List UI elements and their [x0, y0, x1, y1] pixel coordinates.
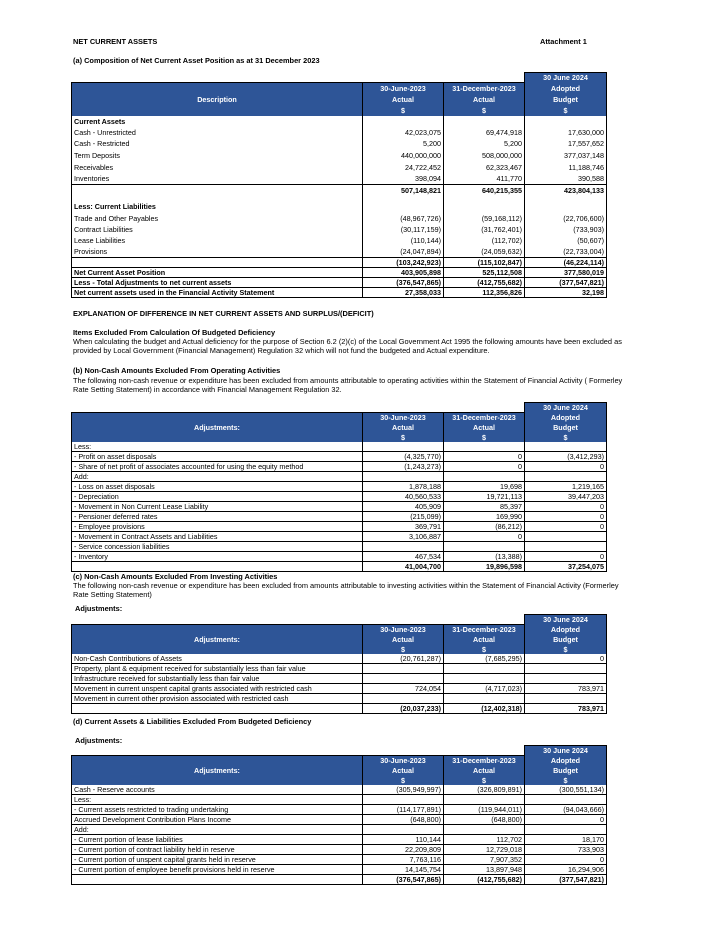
- section-c-title: (c) Non-Cash Amounts Excluded From Investing Activities: [73, 572, 278, 581]
- row-value-c3: (31,762,401): [444, 224, 525, 235]
- row-value-c2: [363, 542, 444, 552]
- row-value-c3: [444, 472, 525, 482]
- investing-adjustment-row: [72, 694, 607, 704]
- b-col-header-c2-line1: 30-June-2023: [363, 412, 444, 422]
- c-col-header-c3-unit: $: [444, 644, 525, 654]
- row-value-c4: 39,447,203: [525, 492, 607, 502]
- row-label: - Current assets restricted to trading undertaking: [72, 805, 363, 815]
- row-value-c2: (4,325,770): [363, 452, 444, 462]
- row-value-c2: 440,000,000: [363, 150, 444, 162]
- row-value-c4: 0: [525, 815, 607, 825]
- current-asset-row: [72, 150, 607, 162]
- row-value-c3: (24,059,632): [444, 246, 525, 257]
- row-value-c2: 27,358,033: [363, 288, 444, 298]
- row-value-c4: [525, 542, 607, 552]
- b-total-c4: 37,254,075: [525, 562, 607, 572]
- row-label: Cash - Unrestricted: [72, 127, 363, 139]
- col-header-c2-line1: 30-June-2023: [363, 83, 444, 94]
- b-col-header-c4-line1: Adopted: [525, 412, 607, 422]
- row-label: - Current portion of employee benefit provisions held in reserve: [72, 865, 363, 875]
- row-value-c2: 1,878,188: [363, 482, 444, 492]
- b-col-header-c3-line2: Actual: [444, 422, 525, 432]
- summary-row: [72, 288, 607, 298]
- row-value-c2: 22,209,809: [363, 845, 444, 855]
- row-value-c2: 14,145,754: [363, 865, 444, 875]
- row-value-c3: 19,698: [444, 482, 525, 492]
- row-value-c3: (326,809,891): [444, 785, 525, 795]
- row-value-c4: (300,551,134): [525, 785, 607, 795]
- b-total-c2: 41,004,700: [363, 562, 444, 572]
- d-total-c4: (377,547,821): [525, 875, 607, 885]
- row-label: - Movement in Contract Assets and Liabilities: [72, 532, 363, 542]
- section-c-adjustments-label: Adjustments:: [75, 604, 123, 613]
- row-value-c3: 62,323,467: [444, 161, 525, 173]
- row-value-c4: [525, 674, 607, 684]
- d-col-header-c3-line1: 31-December-2023: [444, 755, 525, 765]
- row-label: Provisions: [72, 246, 363, 257]
- row-value-c4: [525, 795, 607, 805]
- section-d-adjustments-label: Adjustments:: [75, 736, 123, 745]
- b-col-header-c3-unit: $: [444, 432, 525, 442]
- row-value-c4: 18,170: [525, 835, 607, 845]
- b-col-header-c3-line1: 31-December-2023: [444, 412, 525, 422]
- row-value-c4: (22,706,600): [525, 212, 607, 223]
- row-value-c2: (24,047,894): [363, 246, 444, 257]
- col-header-c4-line1: Adopted: [525, 83, 607, 94]
- row-value-c4: 0: [525, 552, 607, 562]
- operating-adjustments-table: [71, 402, 607, 572]
- row-label: - Movement in Non Current Lease Liability: [72, 502, 363, 512]
- row-value-c4: 0: [525, 512, 607, 522]
- row-label: - Current portion of unspent capital grants held in reserve: [72, 855, 363, 865]
- row-value-c3: (7,685,295): [444, 654, 525, 664]
- row-value-c4: [525, 664, 607, 674]
- row-value-c2: 403,905,898: [363, 267, 444, 277]
- row-value-c2: [363, 664, 444, 674]
- b-col-header-description: Adjustments:: [72, 422, 363, 432]
- row-value-c3: (13,388): [444, 552, 525, 562]
- row-value-c3: 19,721,113: [444, 492, 525, 502]
- c-col-header-description: Adjustments:: [72, 634, 363, 644]
- row-value-c4: 733,903: [525, 845, 607, 855]
- row-value-c3: 0: [444, 462, 525, 472]
- row-value-c2: (1,243,273): [363, 462, 444, 472]
- row-value-c3: 5,200: [444, 138, 525, 150]
- page-title: NET CURRENT ASSETS: [73, 37, 158, 46]
- row-value-c4: (94,043,666): [525, 805, 607, 815]
- current-assets-total-c3: 640,215,355: [444, 184, 525, 195]
- row-label: Add:: [72, 825, 363, 835]
- row-label: Less:: [72, 442, 363, 452]
- row-value-c3: 169,990: [444, 512, 525, 522]
- col-header-description: Description: [72, 94, 363, 105]
- row-value-c2: (20,761,287): [363, 654, 444, 664]
- row-value-c2: (48,967,726): [363, 212, 444, 223]
- col-header-c3-line2: Actual: [444, 94, 525, 105]
- row-value-c2: 467,534: [363, 552, 444, 562]
- row-label: Add:: [72, 472, 363, 482]
- row-label: - Pensioner deferred rates: [72, 512, 363, 522]
- row-value-c4: 0: [525, 855, 607, 865]
- row-value-c3: (412,755,682): [444, 277, 525, 287]
- row-value-c4: 17,630,000: [525, 127, 607, 139]
- row-value-c3: [444, 542, 525, 552]
- explanation-title: EXPLANATION OF DIFFERENCE IN NET CURRENT ASSETS AND SURPLUS/(DEFICIT): [73, 309, 374, 318]
- summary-row: [72, 267, 607, 277]
- current-asset-row: [72, 173, 607, 185]
- operating-adjustment-row: [72, 512, 607, 522]
- row-label: Infrastructure received for substantially less than fair value: [72, 674, 363, 684]
- items-excluded-title: Items Excluded From Calculation Of Budgeted Deficiency: [73, 328, 276, 337]
- c-col-header-c2-unit: $: [363, 644, 444, 654]
- liability-row: [72, 224, 607, 235]
- row-value-c2: 7,763,116: [363, 855, 444, 865]
- b-total-c3: 19,896,598: [444, 562, 525, 572]
- col-header-c3-unit: $: [444, 105, 525, 116]
- row-value-c4: 0: [525, 462, 607, 472]
- row-value-c4: [525, 694, 607, 704]
- c-col-header-budget-year: 30 June 2024: [525, 615, 607, 625]
- row-value-c3: 508,000,000: [444, 150, 525, 162]
- row-label: Contract Liabilities: [72, 224, 363, 235]
- row-label: Trade and Other Payables: [72, 212, 363, 223]
- col-header-budget-year: 30 June 2024: [525, 73, 607, 83]
- row-value-c3: [444, 674, 525, 684]
- row-value-c4: (733,903): [525, 224, 607, 235]
- b-col-header-c4-line2: Budget: [525, 422, 607, 432]
- c-col-header-c4-line1: Adopted: [525, 624, 607, 634]
- row-value-c2: (305,949,997): [363, 785, 444, 795]
- excluded-assets-liabilities-table: [71, 745, 607, 885]
- row-value-c4: [525, 532, 607, 542]
- row-value-c4: [525, 472, 607, 482]
- excluded-item-row: [72, 785, 607, 795]
- row-value-c3: [444, 694, 525, 704]
- operating-adjustment-row: [72, 502, 607, 512]
- row-label: Term Deposits: [72, 150, 363, 162]
- excluded-item-row: [72, 855, 607, 865]
- row-value-c3: 411,770: [444, 173, 525, 185]
- row-value-c2: 369,791: [363, 522, 444, 532]
- investing-adjustment-row: [72, 664, 607, 674]
- row-value-c2: [363, 442, 444, 452]
- row-value-c4: 16,294,906: [525, 865, 607, 875]
- c-col-header-c3-line2: Actual: [444, 634, 525, 644]
- d-col-header-c4-line1: Adopted: [525, 755, 607, 765]
- row-label: Accrued Development Contribution Plans Income: [72, 815, 363, 825]
- row-value-c4: (50,607): [525, 235, 607, 246]
- row-value-c3: (4,717,023): [444, 684, 525, 694]
- row-label: Less - Total Adjustments to net current assets: [72, 277, 363, 287]
- row-value-c3: 0: [444, 532, 525, 542]
- row-value-c2: (110,144): [363, 235, 444, 246]
- summary-row: [72, 277, 607, 287]
- investing-adjustment-row: [72, 654, 607, 664]
- row-value-c3: [444, 442, 525, 452]
- row-value-c3: (119,944,011): [444, 805, 525, 815]
- current-assets-heading: Current Assets: [72, 116, 363, 127]
- operating-adjustment-row: [72, 552, 607, 562]
- row-value-c3: (648,800): [444, 815, 525, 825]
- liability-row: [72, 212, 607, 223]
- attachment-label: Attachment 1: [540, 37, 587, 46]
- excluded-item-row: [72, 845, 607, 855]
- row-label: Lease Liabilities: [72, 235, 363, 246]
- items-excluded-text: When calculating the budget and Actual deficiency for the purpose of Section 6.2 (2)(c) of the Local Government Act 1995 the following amounts have been excluded as provided by Local Government (Financial Management) Regulation 32 which will not fund the budgeted and Actual expenditure.: [73, 337, 622, 356]
- row-value-c4: 11,188,746: [525, 161, 607, 173]
- row-value-c4: (3,412,293): [525, 452, 607, 462]
- row-value-c4: [525, 442, 607, 452]
- row-value-c3: 7,907,352: [444, 855, 525, 865]
- c-col-header-c2-line2: Actual: [363, 634, 444, 644]
- col-header-c2-unit: $: [363, 105, 444, 116]
- row-label: Net current assets used in the Financial Activity Statement: [72, 288, 363, 298]
- row-label: - Current portion of lease liabilities: [72, 835, 363, 845]
- row-value-c2: 3,106,887: [363, 532, 444, 542]
- b-col-header-c2-line2: Actual: [363, 422, 444, 432]
- d-total-c2: (376,547,865): [363, 875, 444, 885]
- operating-adjustment-row: [72, 492, 607, 502]
- current-asset-row: [72, 161, 607, 173]
- row-label: - Service concession liabilities: [72, 542, 363, 552]
- net-current-asset-table: [71, 72, 607, 298]
- operating-adjustment-row: [72, 522, 607, 532]
- section-a-title: (a) Composition of Net Current Asset Position as at 31 December 2023: [73, 56, 320, 65]
- row-label: Movement in current other provision associated with restricted cash: [72, 694, 363, 704]
- row-value-c2: (114,177,891): [363, 805, 444, 815]
- b-col-header-c4-unit: $: [525, 432, 607, 442]
- b-col-header-c2-unit: $: [363, 432, 444, 442]
- row-value-c4: (377,547,821): [525, 277, 607, 287]
- liabilities-total-c2: (103,242,923): [363, 257, 444, 267]
- row-value-c4: 0: [525, 654, 607, 664]
- excluded-item-row: [72, 825, 607, 835]
- operating-adjustment-row: [72, 532, 607, 542]
- row-value-c4: [525, 825, 607, 835]
- row-value-c4: (22,733,004): [525, 246, 607, 257]
- d-col-header-c4-line2: Budget: [525, 765, 607, 775]
- excluded-item-row: [72, 865, 607, 875]
- liabilities-total-c3: (115,102,847): [444, 257, 525, 267]
- row-value-c3: [444, 664, 525, 674]
- c-total-c4: 783,971: [525, 704, 607, 714]
- row-value-c3: 69,474,918: [444, 127, 525, 139]
- current-assets-total-c2: 507,148,821: [363, 184, 444, 195]
- c-total-c2: (20,037,233): [363, 704, 444, 714]
- d-col-header-c2-unit: $: [363, 775, 444, 785]
- section-b-title: (b) Non-Cash Amounts Excluded From Operating Activities: [73, 366, 281, 375]
- row-label: Less:: [72, 795, 363, 805]
- row-label: - Share of net profit of associates accounted for using the equity method: [72, 462, 363, 472]
- row-value-c2: 110,144: [363, 835, 444, 845]
- row-label: Inventories: [72, 173, 363, 185]
- liability-row: [72, 246, 607, 257]
- excluded-item-row: [72, 815, 607, 825]
- liabilities-heading: Less: Current Liabilities: [72, 201, 363, 212]
- current-asset-row: [72, 138, 607, 150]
- d-col-header-c3-line2: Actual: [444, 765, 525, 775]
- row-value-c4: 32,198: [525, 288, 607, 298]
- row-value-c4: 0: [525, 502, 607, 512]
- row-value-c3: 525,112,508: [444, 267, 525, 277]
- row-value-c3: (86,212): [444, 522, 525, 532]
- investing-adjustment-row: [72, 684, 607, 694]
- excluded-item-row: [72, 835, 607, 845]
- operating-adjustment-row: [72, 482, 607, 492]
- row-label: Cash - Restricted: [72, 138, 363, 150]
- operating-adjustment-row: [72, 442, 607, 452]
- row-value-c4: 0: [525, 522, 607, 532]
- c-total-c3: (12,402,318): [444, 704, 525, 714]
- row-value-c3: 12,729,018: [444, 845, 525, 855]
- row-value-c2: [363, 674, 444, 684]
- section-b-text: The following non-cash revenue or expenditure has been excluded from amounts attributable to operating activities within the Statement of Financial Activity ( Formerley Rate Setting Statement) in accordance with Financial Management Regulation 32.: [73, 376, 623, 395]
- section-c-text: The following non-cash revenue or expenditure has been excluded from amounts attributable to investing activities within the Statement of Financial Activity (Formerley Rate Setting Statement): [73, 581, 619, 600]
- row-value-c2: [363, 795, 444, 805]
- current-asset-row: [72, 127, 607, 139]
- c-col-header-c4-line2: Budget: [525, 634, 607, 644]
- row-value-c3: (112,702): [444, 235, 525, 246]
- row-value-c2: [363, 825, 444, 835]
- row-value-c4: 1,219,165: [525, 482, 607, 492]
- row-label: - Loss on asset disposals: [72, 482, 363, 492]
- operating-adjustment-row: [72, 462, 607, 472]
- col-header-c3-line1: 31-December-2023: [444, 83, 525, 94]
- row-value-c3: [444, 795, 525, 805]
- operating-adjustment-row: [72, 452, 607, 462]
- row-value-c3: 0: [444, 452, 525, 462]
- investing-adjustments-table: [71, 614, 607, 714]
- row-value-c4: 783,971: [525, 684, 607, 694]
- b-col-header-budget-year: 30 June 2024: [525, 403, 607, 413]
- row-value-c3: [444, 825, 525, 835]
- row-label: Non-Cash Contributions of Assets: [72, 654, 363, 664]
- row-value-c3: 112,356,826: [444, 288, 525, 298]
- row-value-c2: 40,560,533: [363, 492, 444, 502]
- row-value-c2: [363, 472, 444, 482]
- c-col-header-c4-unit: $: [525, 644, 607, 654]
- d-col-header-budget-year: 30 June 2024: [525, 746, 607, 756]
- row-value-c4: 377,037,148: [525, 150, 607, 162]
- d-col-header-c2-line2: Actual: [363, 765, 444, 775]
- d-col-header-description: Adjustments:: [72, 765, 363, 775]
- row-label: Movement in current unspent capital grants associated with restricted cash: [72, 684, 363, 694]
- row-value-c2: 5,200: [363, 138, 444, 150]
- row-value-c2: (215,099): [363, 512, 444, 522]
- operating-adjustment-row: [72, 472, 607, 482]
- current-assets-total-c4: 423,804,133: [525, 184, 607, 195]
- row-value-c2: (376,547,865): [363, 277, 444, 287]
- row-label: Net Current Asset Position: [72, 267, 363, 277]
- d-col-header-c2-line1: 30-June-2023: [363, 755, 444, 765]
- row-label: - Depreciation: [72, 492, 363, 502]
- col-header-c4-line2: Budget: [525, 94, 607, 105]
- col-header-c2-line2: Actual: [363, 94, 444, 105]
- row-value-c4: 390,588: [525, 173, 607, 185]
- row-value-c2: (648,800): [363, 815, 444, 825]
- row-label: - Current portion of contract liability held in reserve: [72, 845, 363, 855]
- liabilities-total-c4: (46,224,114): [525, 257, 607, 267]
- d-col-header-c3-unit: $: [444, 775, 525, 785]
- row-value-c3: (59,168,112): [444, 212, 525, 223]
- row-value-c2: 724,054: [363, 684, 444, 694]
- excluded-item-row: [72, 795, 607, 805]
- row-value-c3: 13,897,948: [444, 865, 525, 875]
- row-value-c2: [363, 694, 444, 704]
- row-label: - Inventory: [72, 552, 363, 562]
- row-value-c2: (30,117,159): [363, 224, 444, 235]
- row-label: Cash - Reserve accounts: [72, 785, 363, 795]
- row-label: - Employee provisions: [72, 522, 363, 532]
- operating-adjustment-row: [72, 542, 607, 552]
- section-d-title: (d) Current Assets & Liabilities Excluded From Budgeted Deficiency: [73, 717, 312, 726]
- row-value-c4: 377,580,019: [525, 267, 607, 277]
- row-label: - Profit on asset disposals: [72, 452, 363, 462]
- liability-row: [72, 235, 607, 246]
- row-value-c2: 398,094: [363, 173, 444, 185]
- investing-adjustment-row: [72, 674, 607, 684]
- row-value-c4: 17,557,652: [525, 138, 607, 150]
- d-col-header-c4-unit: $: [525, 775, 607, 785]
- row-label: Property, plant & equipment received for substantially less than fair value: [72, 664, 363, 674]
- row-value-c2: 24,722,452: [363, 161, 444, 173]
- c-col-header-c2-line1: 30-June-2023: [363, 624, 444, 634]
- row-value-c2: 42,023,075: [363, 127, 444, 139]
- row-value-c3: 112,702: [444, 835, 525, 845]
- row-label: Receivables: [72, 161, 363, 173]
- excluded-item-row: [72, 805, 607, 815]
- col-header-c4-unit: $: [525, 105, 607, 116]
- c-col-header-c3-line1: 31-December-2023: [444, 624, 525, 634]
- row-value-c3: 85,397: [444, 502, 525, 512]
- row-value-c2: 405,909: [363, 502, 444, 512]
- d-total-c3: (412,755,682): [444, 875, 525, 885]
